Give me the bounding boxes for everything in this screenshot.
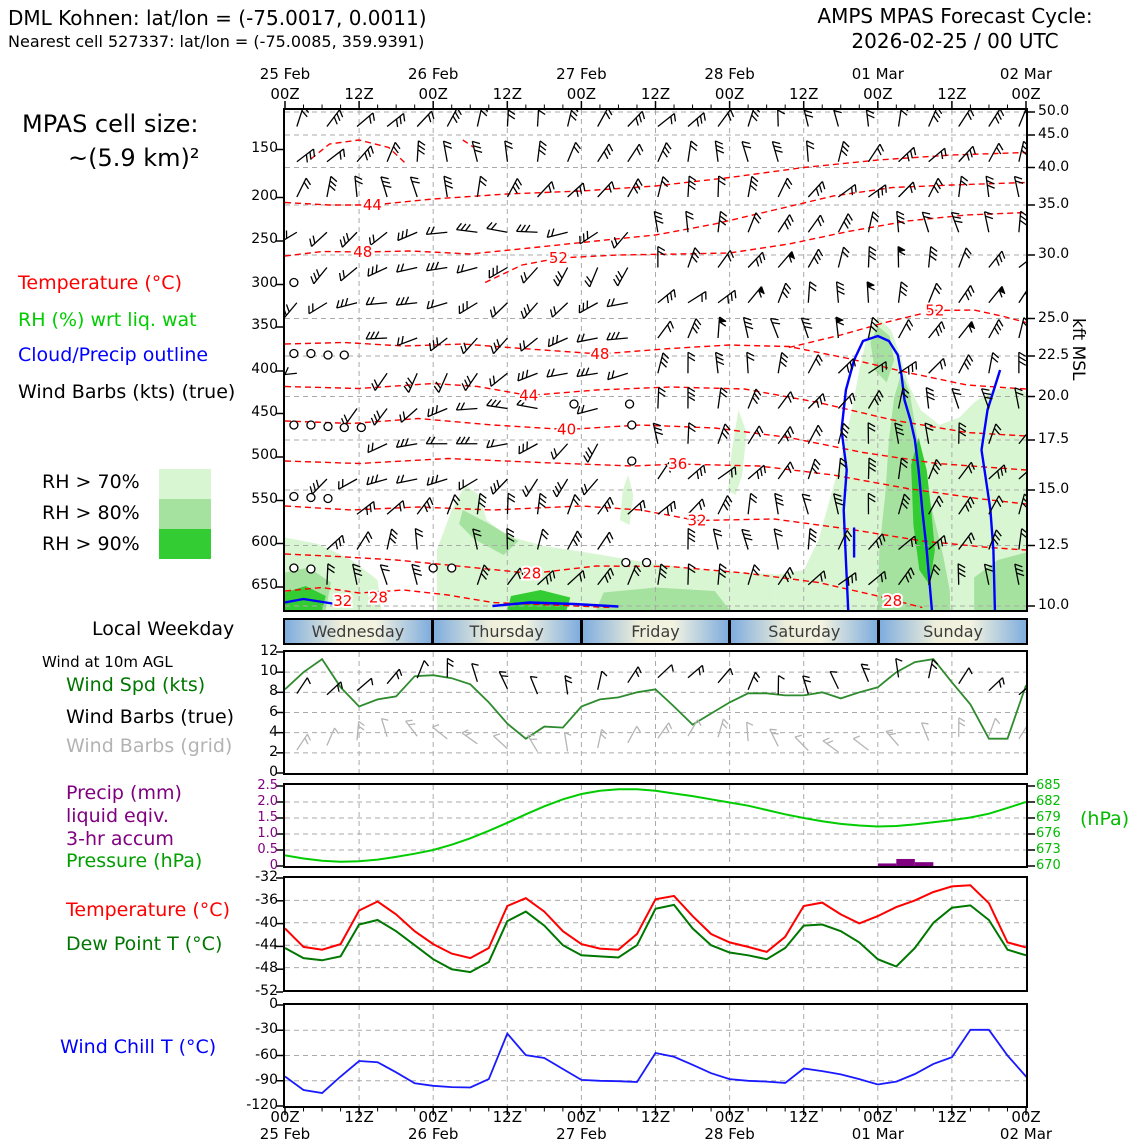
chill-tick-label: -30 [255, 1021, 278, 1038]
pressure-hpa-tick-label: 676 [1036, 826, 1061, 841]
wind-barbs-grid-label: Wind Barbs (grid) [66, 735, 233, 757]
weekday-segment-thursday [434, 620, 583, 643]
windspd-tick-label: 8 [269, 683, 278, 700]
top-date-tick-label: 26 Feb [407, 65, 459, 83]
top-date-tick-label: 27 Feb [556, 65, 607, 83]
pressure-tick-label: 650 [251, 577, 278, 593]
cell-size-label: MPAS cell size: [22, 110, 199, 138]
bottom-time-tick-label: 00Z [566, 1108, 597, 1126]
chill-tick-label: -120 [246, 1097, 278, 1113]
temp-tick-label: -52 [255, 983, 278, 999]
contour-label: 40 [557, 420, 577, 439]
top-time-tick-label: 12Z [789, 85, 819, 103]
temperature-chart [285, 878, 1026, 990]
pressure-tick-label: 300 [251, 274, 278, 291]
bottom-time-tick-label: 12Z [492, 1108, 522, 1126]
precip-label-3: 3-hr accum [66, 828, 174, 850]
pressure-tick-label: 350 [251, 317, 278, 333]
windspd-tick-label: 2 [269, 743, 278, 760]
temp-tick-label: -40 [255, 914, 278, 931]
pressure-hpa-tick-label: 685 [1036, 778, 1061, 793]
pressure-tick-label: 600 [251, 533, 278, 550]
precip-pressure-panel [283, 783, 1028, 868]
weekday-label: Saturday [768, 622, 841, 641]
pressure-tick-label: 500 [251, 447, 278, 463]
top-time-tick-label: 12Z [344, 85, 374, 103]
contour-label: 32 [333, 592, 353, 610]
kft-tick-label: 15.0 [1038, 481, 1070, 497]
kft-tick-label: 25.0 [1038, 309, 1070, 326]
wind-chill-panel [283, 1003, 1028, 1108]
windspd-tick-label: 12 [260, 643, 278, 659]
temp-tick-label: -36 [255, 891, 278, 908]
wind-10m-panel [283, 650, 1028, 775]
rh90-label: RH > 90% [42, 533, 140, 555]
bottom-date-tick-label: 27 Feb [556, 1125, 607, 1140]
weekday-segment-sunday [880, 620, 1026, 643]
pressure-tick-label: 450 [251, 403, 278, 420]
forecast-cycle-date: 2026-02-25 / 00 UTC [851, 29, 1059, 53]
contour-label: 44 [362, 196, 382, 214]
top-time-tick-label: 00Z [714, 85, 745, 103]
kft-tick-label: 22.5 [1038, 347, 1070, 363]
pressure-label: Pressure (hPa) [66, 850, 203, 872]
windspd-tick-label: 0 [269, 764, 278, 780]
bottom-time-tick-label: 00Z [714, 1108, 745, 1126]
contour-label: 52 [925, 301, 945, 320]
top-time-tick-label: 12Z [492, 85, 522, 103]
contour-label: 44 [519, 386, 539, 405]
temperature-series-label: Temperature (°C) [66, 899, 230, 921]
bottom-time-tick-label: 12Z [344, 1108, 374, 1126]
contour-label: 28 [883, 592, 903, 610]
precip-pressure-chart [285, 785, 1026, 866]
wind-barbs-true-label: Wind Barbs (true) [66, 706, 235, 728]
bottom-date-tick-label: 02 Mar [999, 1125, 1053, 1140]
top-date-tick-label: 25 Feb [259, 65, 311, 83]
page-title: DML Kohnen: lat/lon = (-75.0017, 0.0011) [8, 6, 427, 30]
top-time-tick-label: 00Z [1011, 85, 1041, 103]
rh90-swatch [159, 529, 211, 559]
pressure-tick-label: 550 [251, 490, 278, 507]
precip-label-2: liquid eqiv. [66, 805, 169, 827]
kft-axis-label: kft MSL [1068, 318, 1088, 381]
pressure-tick-label: 200 [251, 187, 278, 204]
bottom-time-tick-label: 00Z [1011, 1108, 1041, 1126]
cross-section-panel [283, 108, 1028, 612]
legend-wind-barbs: Wind Barbs (kts) (true) [18, 381, 236, 403]
page-subtitle: Nearest cell 527337: lat/lon = (-75.0085, 359.9391) [8, 32, 425, 51]
temperature-panel [283, 876, 1028, 992]
rh80-swatch [159, 499, 211, 529]
legend-temperature: Temperature (°C) [18, 272, 182, 294]
top-date-tick-label: 28 Feb [704, 65, 755, 83]
kft-tick-label: 17.5 [1038, 431, 1070, 447]
forecast-cycle-title: AMPS MPAS Forecast Cycle: [817, 4, 1093, 28]
temp-tick-label: -44 [255, 937, 278, 954]
contour-label: 32 [687, 511, 707, 530]
contour-label: 48 [353, 243, 373, 261]
kft-tick-label: 20.0 [1038, 387, 1070, 404]
bottom-date-tick-label: 01 Mar [851, 1125, 904, 1140]
weekday-segment-friday [583, 620, 732, 643]
bottom-date-tick-label: 28 Feb [704, 1125, 755, 1140]
chill-tick-label: -90 [255, 1071, 278, 1088]
weekday-bar [283, 618, 1028, 645]
pressure-hpa-tick-label: 670 [1036, 858, 1061, 873]
pressure-hpa-tick-label: 679 [1036, 810, 1061, 825]
temp-tick-label: -48 [255, 960, 278, 977]
precip-tick-label: 1.0 [257, 826, 278, 841]
contour-label: 36 [668, 455, 688, 473]
bottom-date-tick-label: 26 Feb [407, 1125, 459, 1140]
weekday-segment-wednesday [285, 620, 434, 643]
weekday-label: Sunday [923, 622, 984, 641]
contour-label: 28 [522, 564, 542, 583]
bottom-time-tick-label: 00Z [270, 1108, 300, 1126]
windspd-tick-label: 6 [269, 703, 278, 720]
top-date-tick-label: 02 Mar [999, 65, 1053, 83]
bottom-time-tick-label: 00Z [418, 1108, 448, 1126]
weekday-label: Wednesday [311, 622, 405, 641]
pressure-hpa-tick-label: 682 [1036, 794, 1061, 809]
contour-label: 48 [590, 345, 610, 363]
wind-chill-chart [285, 1005, 1026, 1106]
cell-size-value: ~(5.9 km)² [68, 144, 200, 172]
hpa-unit-label: (hPa) [1080, 808, 1130, 830]
contour-label: 28 [368, 588, 388, 607]
kft-tick-label: 10.0 [1038, 597, 1070, 613]
cross-section-chart [285, 110, 1026, 610]
weekday-segment-saturday [731, 620, 880, 643]
bottom-time-tick-label: 00Z [863, 1108, 893, 1126]
precip-label-1: Precip (mm) [66, 782, 182, 804]
precip-tick-label: 0 [269, 858, 278, 873]
rh80-label: RH > 80% [42, 502, 140, 524]
bottom-time-tick-label: 12Z [640, 1108, 671, 1126]
top-time-tick-label: 00Z [863, 85, 893, 103]
pressure-tick-label: 150 [251, 139, 278, 156]
precip-tick-label: 2.0 [257, 794, 278, 809]
kft-tick-label: 50.0 [1038, 103, 1070, 119]
legend-rh: RH (%) wrt liq. wat [18, 309, 197, 331]
pressure-tick-label: 250 [251, 231, 278, 247]
top-time-tick-label: 12Z [937, 85, 967, 103]
top-time-tick-label: 00Z [566, 85, 597, 103]
weekday-label: Thursday [469, 622, 544, 641]
windspd-tick-label: 10 [260, 663, 278, 680]
wind-10m-title: Wind at 10m AGL [42, 653, 173, 671]
contour-label: 52 [548, 249, 568, 267]
precip-tick-label: 2.5 [257, 778, 278, 793]
bottom-date-tick-label: 25 Feb [259, 1125, 311, 1140]
precip-tick-label: 1.5 [257, 810, 278, 825]
wind-chill-label: Wind Chill T (°C) [60, 1036, 217, 1058]
kft-tick-label: 45.0 [1038, 126, 1070, 142]
bottom-time-tick-label: 12Z [789, 1108, 819, 1126]
kft-tick-label: 35.0 [1038, 196, 1070, 212]
top-date-tick-label: 01 Mar [851, 65, 904, 83]
legend-cloud-outline: Cloud/Precip outline [18, 344, 209, 366]
chill-tick-label: 0 [269, 996, 278, 1012]
top-time-tick-label: 00Z [270, 85, 300, 103]
temp-tick-label: -32 [255, 869, 278, 885]
dewpoint-series-label: Dew Point T (°C) [66, 933, 223, 955]
wind-spd-label: Wind Spd (kts) [66, 674, 206, 696]
local-weekday-label: Local Weekday [92, 618, 235, 640]
kft-tick-label: 30.0 [1038, 246, 1070, 262]
weekday-label: Friday [631, 622, 680, 641]
top-time-tick-label: 00Z [418, 85, 448, 103]
chill-tick-label: -60 [255, 1046, 278, 1063]
top-time-tick-label: 12Z [640, 85, 671, 103]
bottom-time-tick-label: 12Z [937, 1108, 967, 1126]
kft-tick-label: 12.5 [1038, 536, 1070, 553]
kft-tick-label: 40.0 [1038, 158, 1070, 175]
pressure-hpa-tick-label: 673 [1036, 842, 1061, 857]
windspd-tick-label: 4 [269, 723, 278, 740]
precip-tick-label: 0.5 [257, 842, 278, 857]
wind-10m-chart [285, 652, 1026, 773]
rh70-swatch [159, 469, 211, 499]
rh70-label: RH > 70% [42, 471, 140, 493]
pressure-tick-label: 400 [251, 361, 278, 377]
